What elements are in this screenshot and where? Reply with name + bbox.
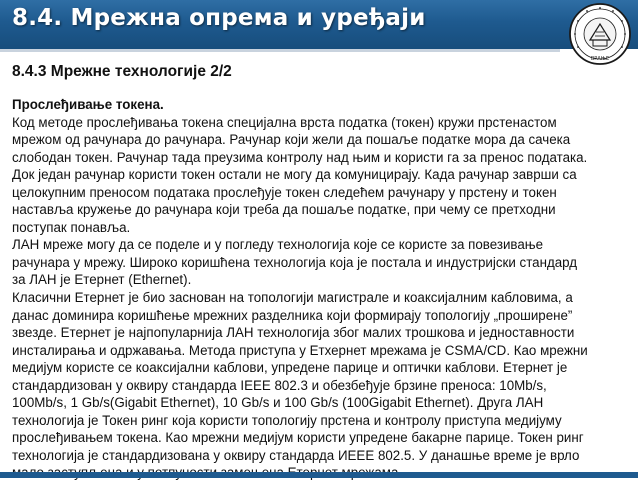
body-line: слободан токен. Рачунар тада преузима контролу над њим и користи га за пренос података. xyxy=(12,149,588,165)
body-line: технологија је Токен ринг која користи топологију прстена и контролу приступа медијуму xyxy=(12,412,562,428)
footer-bar xyxy=(0,472,638,478)
logo-caption: ВРАЊЕ xyxy=(590,56,610,62)
body-line: прослеђивањем токена. Као мрежни медијум користи упредене бакарне парице. Токен ринг xyxy=(12,430,584,446)
faculty-seal-logo xyxy=(568,2,632,66)
header-divider xyxy=(0,49,560,52)
body-line: за ЛАН је Етернет (Ethernet). xyxy=(12,272,192,288)
body-line: рачунара у мрежу. Широко коришћена технологија која је постала и индустријски стандард xyxy=(12,254,578,270)
slide-title: 8.4. Мрежна опрема и уређаји xyxy=(12,5,426,31)
paragraph-heading: Прослеђивање токена. xyxy=(12,97,164,112)
slide-body-text xyxy=(12,96,634,482)
body-line: инсталирања и одржавања. Метода приступа у Етхернет мрежама је CSMA/CD. Као мрежни xyxy=(12,342,588,358)
slide-header-bar xyxy=(0,0,638,49)
body-line: стандардизован у оквиру стандарда IEEE 802.3 и обезбеђује брзине преноса: 10Mb/s, xyxy=(12,377,547,393)
body-line: медијум користе се коаксијални каблови, упредене парице и оптички каблови. Етернет је xyxy=(12,360,568,376)
body-line: звезде. Етернет је најпопуларнија ЛАН технологија због малих трошкова и једноставности xyxy=(12,325,575,341)
body-line: данас доминира коришћење мрежних разделника који формирају топологију „проширене” xyxy=(12,307,573,323)
section-subtitle: 8.4.3 Мрежне технологије 2/2 xyxy=(12,63,232,80)
body-line: наставља кружење до рачунара који треба да пошаље податке, при чему се претходни xyxy=(12,202,556,218)
body-line: ЛАН мреже могу да се поделе и у погледу технологија које се користе за повезивање xyxy=(12,237,544,253)
body-line: технологија је стандардизована у оквиру стандарда ИЕЕЕ 802.5. У данашње време је врло xyxy=(12,447,580,463)
body-line: 100Mb/s, 1 Gb/s(Gigabit Ethernet), 10 Gb/s и 100 Gb/s (100Gigabit Ethernet). Друга ЛАН xyxy=(12,395,544,411)
body-line: целокупним преносом података прослеђује токен следећем рачунару у прстену и токен xyxy=(12,184,557,200)
body-line: Код методе прослеђивања токена специјална врста податка (токен) кружи прстенастом xyxy=(12,114,557,130)
body-line: Док један рачунар користи токен остали не могу да комуницирају. Када рачунар заврши са xyxy=(12,167,577,183)
body-line: Класични Етернет је био заснован на топологији магистрале и коаксијалним кабловима, а xyxy=(12,290,573,306)
body-line: мрежом од рачунара до рачунара. Рачунар који жели да пошаље податке мора да сачека xyxy=(12,132,571,148)
body-line: поступак понавља. xyxy=(12,219,131,235)
